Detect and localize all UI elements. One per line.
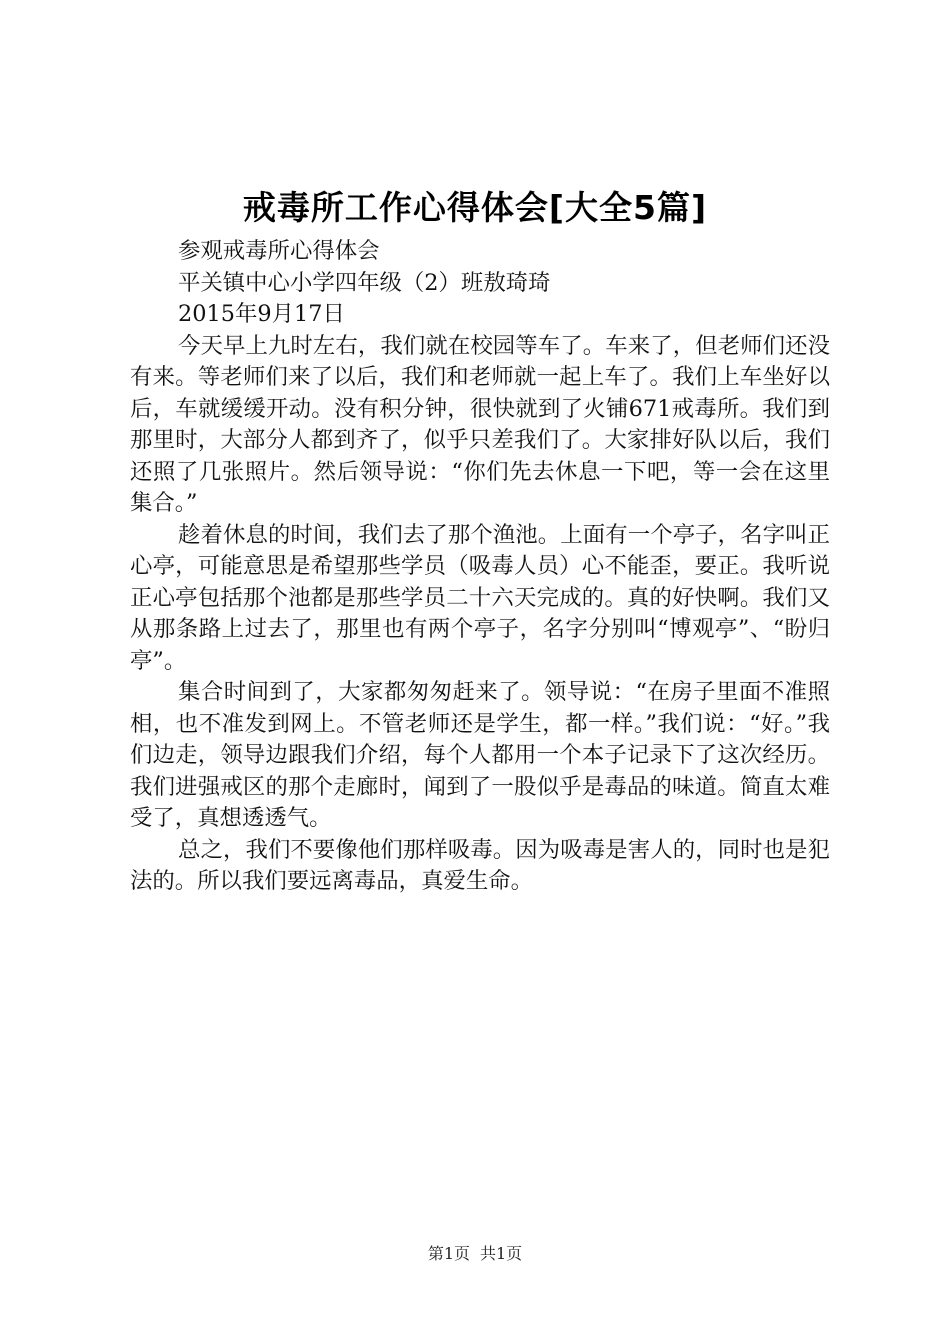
article-date: 2015年9月17日 [178, 301, 345, 327]
paragraph-4: 总之，我们不要像他们那样吸毒。因为吸毒是害人的，同时也是犯法的。所以我们要远离毒品，真爱生命。 [130, 836, 830, 894]
paragraph-3: 集合时间到了，大家都匆匆赶来了。领导说：“在房子里面不准照相，也不准发到网上。不管老师还是学生，都一样。”我们说：“好。”我们边走，领导边跟我们介绍，每个人都用一个本子记录下了这次经历。我们进强戒区的那个走廊时，闻到了一股似乎是毒品的味道。简直太难受了，真想透透气。 [130, 679, 830, 831]
page-number: 第1页 [427, 1244, 470, 1263]
article-subtitle: 参观戒毒所心得体会 [178, 238, 380, 264]
document-body [130, 236, 830, 898]
page-footer [0, 1243, 950, 1265]
page-total: 共1页 [480, 1244, 523, 1263]
paragraph-2: 趁着休息的时间，我们去了那个渔池。上面有一个亭子，名字叫正心亭，可能意思是希望那些学员（吸毒人员）心不能歪，要正。我听说正心亭包括那个池都是那些学员二十六天完成的。真的好快啊。我们又从那条路上过去了，那里也有两个亭子，名字分别叫“博观亭”、“盼归亭”。 [130, 521, 830, 674]
document-title: 戒毒所工作心得体会[大全5篇] [242, 188, 708, 227]
author-line: 平关镇中心小学四年级（2）班敖琦琦 [178, 269, 551, 296]
paragraph-1: 今天早上九时左右，我们就在校园等车了。车来了，但老师们还没有来。等老师们来了以后，我们和老师就一起上车了。我们上车坐好以后，车就缓缓开动。没有积分钟，很快就到了火铺671戒毒所。我们到那里时，大部分人都到齐了，似乎只差我们了。大家排好队以后，我们还照了几张照片。然后领导说：“你们先去休息一下吧，等一会在这里集合。” [130, 332, 830, 516]
